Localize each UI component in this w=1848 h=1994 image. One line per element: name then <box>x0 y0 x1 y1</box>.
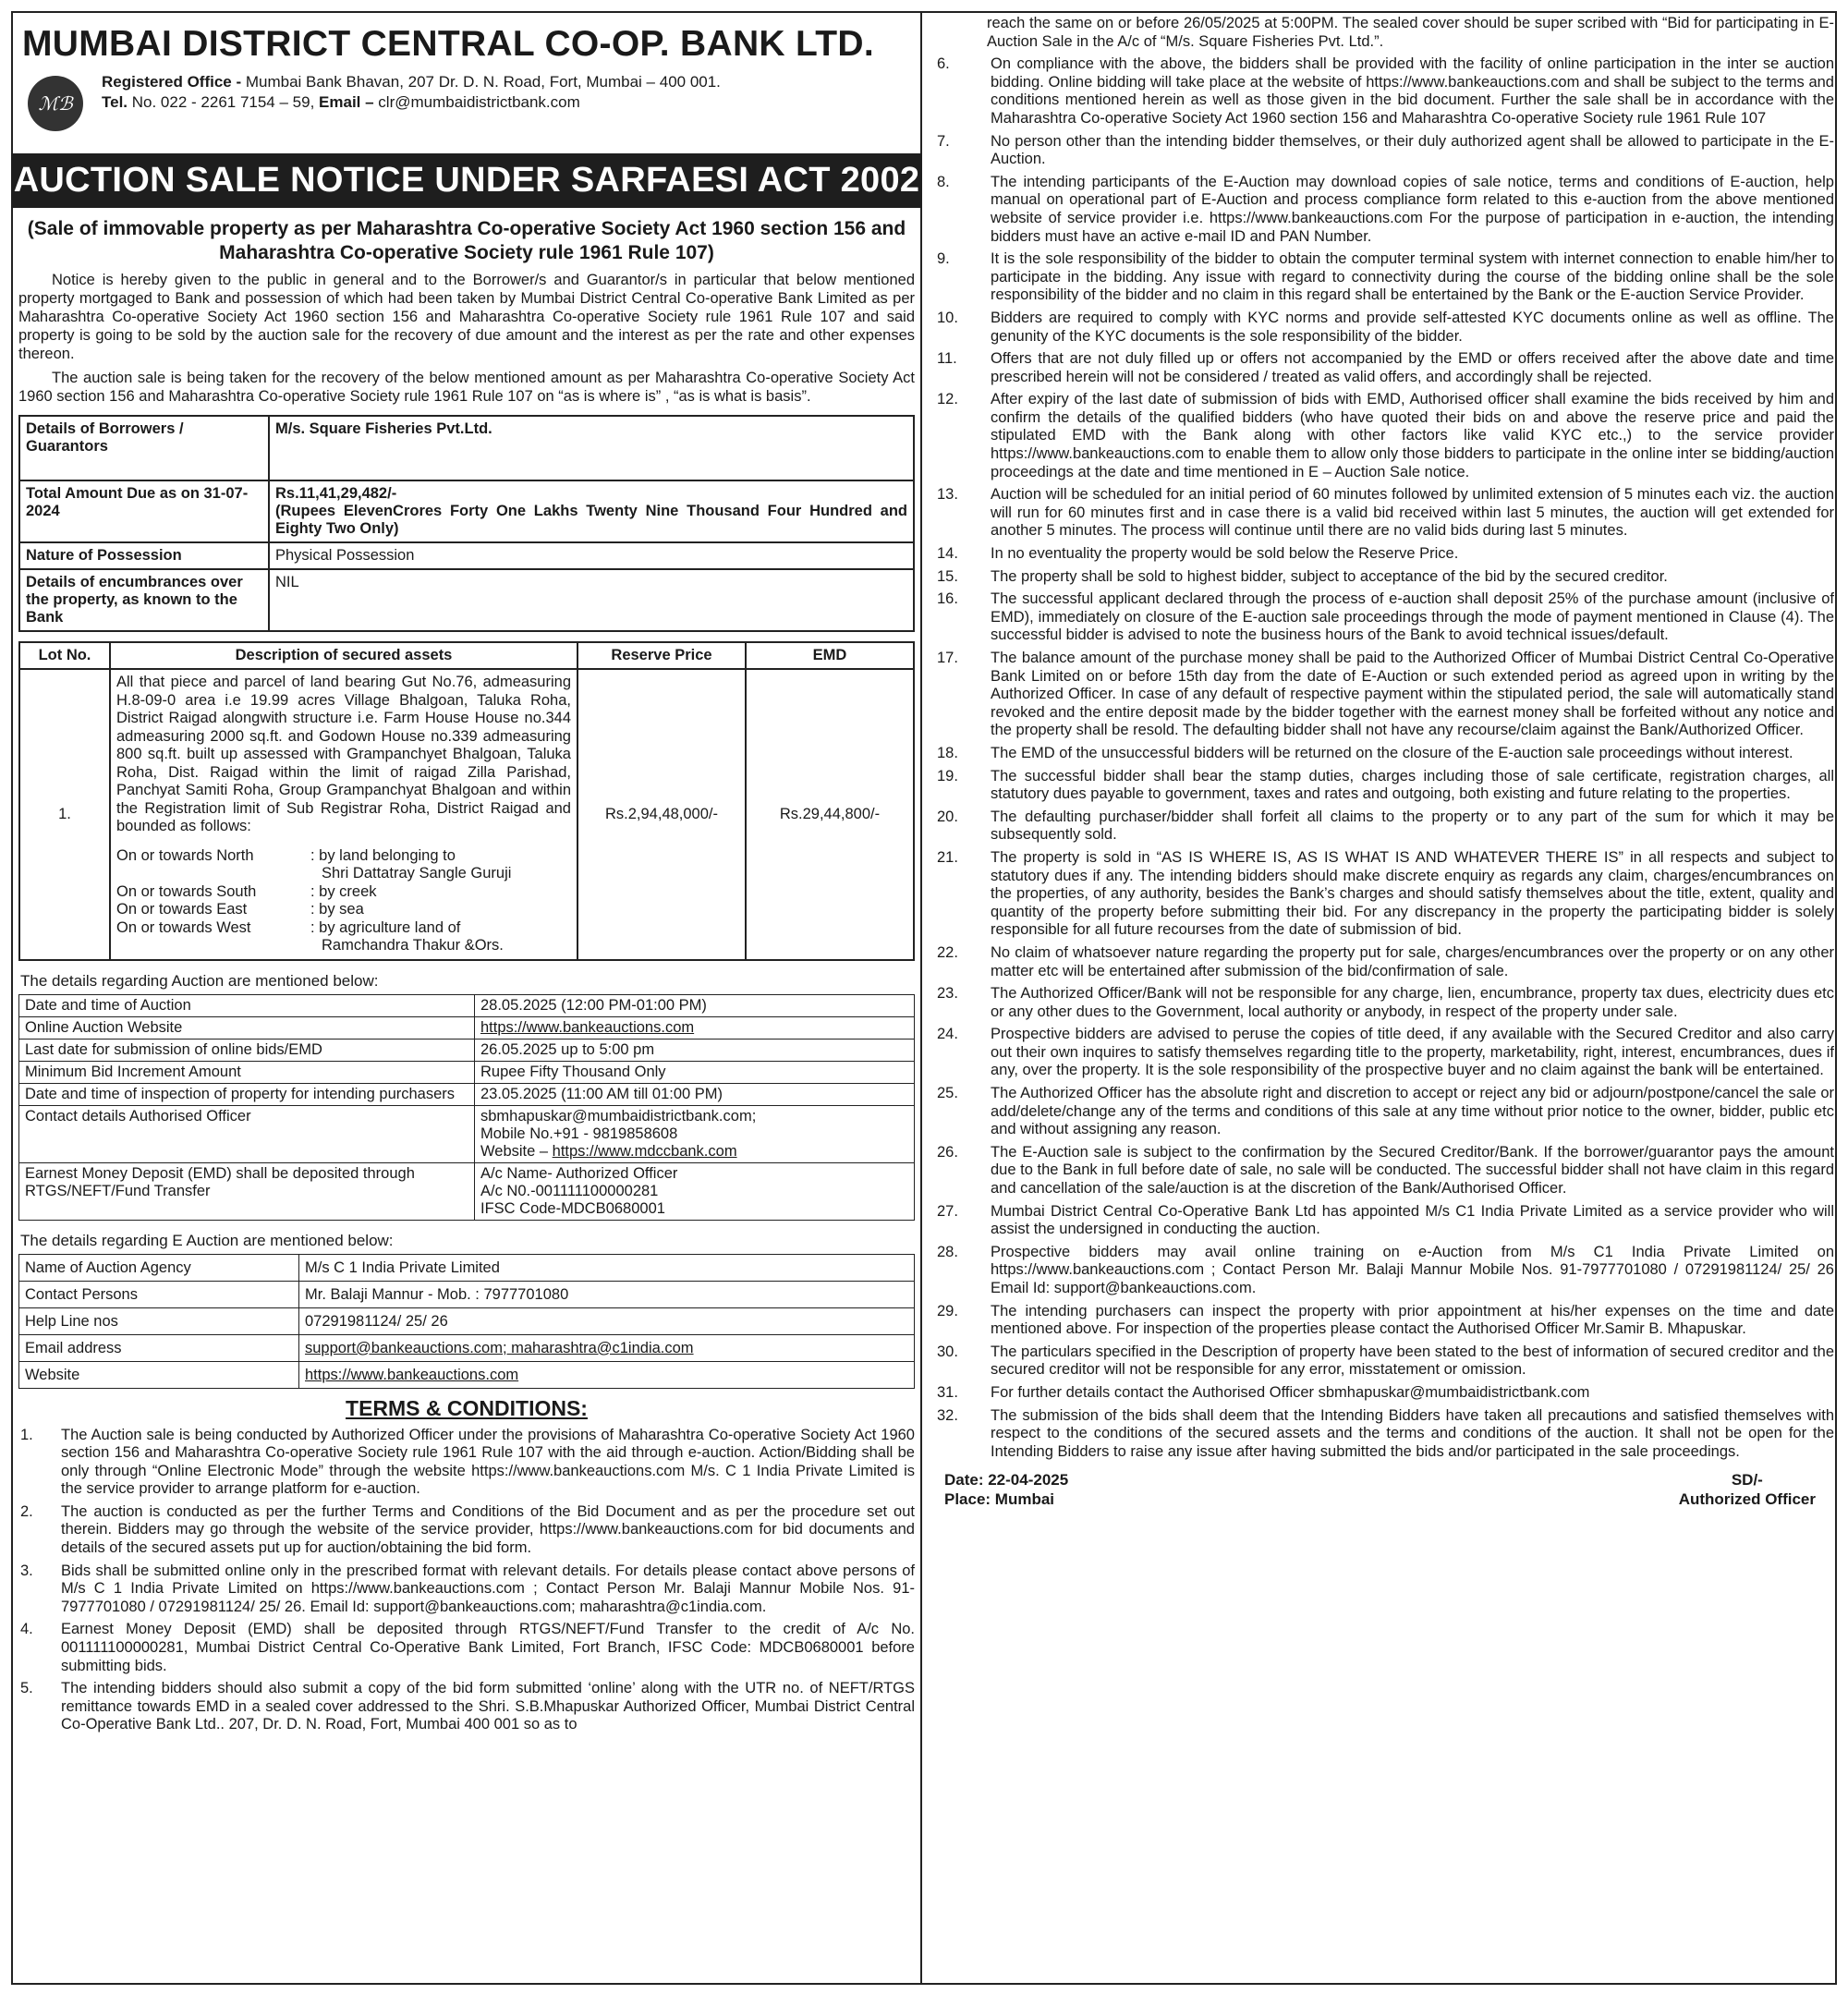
amount-due-figure: Rs.11,41,29,482/- <box>275 485 397 502</box>
borrower-value: M/s. Square Fisheries Pvt.Ltd. <box>269 416 914 480</box>
term-text: Prospective bidders are advised to peruse the copies of title deed, if any available with the Secured Creditor and also carry out their own inquires to satisfy themselves regarding title to the property, marketability, right, interest, encumbrances, dues if any, over the property. It is the sole responsibility of the prospective buyer and no claim against the bank will be entertained. <box>991 1026 1834 1079</box>
term-item <box>933 1026 1834 1080</box>
term-text: The intending bidders should also submit a copy of the bid form submitted ‘online’ along with the UTR no. of NEFT/RTGS remittance towards EMD in a sealed cover addressed to the Shri. S.B.Mhapuskar Authorized Officer, Mumbai District Central Co-Operative Bank Ltd.. 207, Dr. D. N. Road, Fort, Mumbai 400 001 so as to <box>61 1680 915 1733</box>
intro-paragraph-2: The auction sale is being taken for the recovery of the below mentioned amount as per Maharashtra Co-operative Society Act 1960 section 156 and Maharashtra Co-operative Society rule 1961 Rule 107 on “as is where is” , “as is what is basis”. <box>18 370 915 405</box>
term-item <box>18 1427 915 1499</box>
last-date-value: 26.05.2025 up to 5:00 pm <box>475 1039 915 1061</box>
term-text: The auction is conducted as per the further Terms and Conditions of the Bid Document and as per the procedure set out therein. Bidders may go through the website of the service provider, https://www.bankeauctions.com for bid documents and details of the secured assets put up for auction/obtaining the bid form. <box>61 1502 915 1557</box>
intro-paragraph-1: Notice is hereby given to the public in general and to the Borrower/s and Guarantor/s in particular that below mentioned property mortgaged to Bank and possession of which had been taken by Mumbai District Central Co-operative Bank Limited as per Maharashtra Co-operative Society Act 1960 section 156 and Maharashtra Co-operative Society rule 1961 Rule 107 and said property is going to be sold by the auction sale for the recovery of due amount and the interest as per the rate and other expenses thereon. <box>18 272 915 362</box>
eauction-website-link[interactable]: https://www.bankeauctions.com <box>305 1366 519 1383</box>
bid-increment-label: Minimum Bid Increment Amount <box>19 1061 475 1083</box>
asset-description-cell <box>110 669 578 960</box>
table-row <box>19 569 914 631</box>
table-row <box>19 1361 915 1388</box>
left-column <box>13 18 920 1739</box>
term-item <box>18 1562 915 1617</box>
signatory-title: Authorized Officer <box>1678 1490 1816 1509</box>
term-item <box>933 545 1834 564</box>
term-text: No claim of whatsoever nature regarding the property put for sale, charges/encumbrances over the property or on any other matter etc will be entertained after submission of the bid/confirmation of sale. <box>991 943 1834 979</box>
term-text: After expiry of the last date of submission of bids with EMD, Authorised officer shall examine the bids received by him and confirm the details of the qualified bidders (who have quoted their bids on and above the reserve price and paid the stipulated EMD with the Bank along with other factors like valid KYC etc.,) to the service provider https://www.bankeauctions.com to enable them to allow only those bidders to participate in the online inter se bidding/auction proceedings at the date and time mentioned in E – Auction Sale notice. <box>991 391 1834 480</box>
agency-label: Name of Auction Agency <box>19 1254 299 1281</box>
last-date-label: Last date for submission of online bids/EMD <box>19 1039 475 1061</box>
term-number: 16. <box>937 590 958 608</box>
emd-header: EMD <box>746 642 914 669</box>
term-item <box>18 1680 915 1734</box>
helpline-label: Help Line nos <box>19 1307 299 1334</box>
term-text: The submission of the bids shall deem that the Intending Bidders have taken all precautions and satisfied themselves with respect to the conditions of the secured assets and the terms and conditions of the auction. It shall not be open for the Intending Bidders to raise any issue after having submitted the bids and/or participated in the sale proceedings. <box>991 1406 1834 1460</box>
bid-increment-value: Rupee Fifty Thousand Only <box>475 1061 915 1083</box>
contact-line <box>102 92 721 113</box>
boundary-west-value: : by agriculture land of <box>310 918 461 936</box>
description-header: Description of secured assets <box>110 642 578 669</box>
table-row <box>19 1162 915 1220</box>
term-item <box>933 391 1834 481</box>
term-item <box>933 133 1834 169</box>
inspection-label: Date and time of inspection of property for intending purchasers <box>19 1083 475 1105</box>
auction-date-value: 28.05.2025 (12:00 PM-01:00 PM) <box>475 994 915 1016</box>
officer-mobile: Mobile No.+91 - 9819858608 <box>480 1125 678 1142</box>
term-text: The Authorized Officer has the absolute right and discretion to accept or reject any bid or adjourn/postpone/cancel the sale or add/delete/change any of the terms and conditions of this sale at any time without prior notice to the owner, bidder, public etc and without assigning any reason. <box>991 1085 1834 1138</box>
table-row <box>19 1061 915 1083</box>
amount-due-label: Total Amount Due as on 31-07-2024 <box>19 480 269 542</box>
term-item <box>933 650 1834 740</box>
term-text: Offers that are not duly filled up or offers not accompanied by the EMD or offers received after the above date and time prescribed herein will not be considered / treated as valid offers, and accordingly shall be rejected. <box>991 350 1834 385</box>
term-5-continued: reach the same on or before 26/05/2025 at 5:00PM. The sealed cover should be super scribed with “Bid for participating in E-Auction Sale in the A/c of “M/s. Square Fisheries Pvt. Ltd.”. <box>987 15 1834 50</box>
table-row <box>19 1334 915 1361</box>
term-number: 21. <box>937 848 958 866</box>
term-item <box>933 250 1834 305</box>
term-text: It is the sole responsibility of the bidder to obtain the computer terminal system with internet connection to enable him/her to participate in the bidding. Any issue with regard to connectivity during the course of the bidding online shall be the sole responsibility of the bidder and no claim in this regard shall be entertained by the Bank or the E-auction Service Provider. <box>991 250 1834 304</box>
term-item <box>933 568 1834 587</box>
term-text: Prospective bidders may avail online training on e-Auction from M/s C1 India Private Limited on https://www.bankeauctions.com ; Contact Person Mr. Balaji Mannur Mobile Nos. 91-7977701080 / 07291981124/ 25/ 26 Email Id: support@bankeauctions.com. <box>991 1243 1834 1296</box>
term-item <box>933 944 1834 980</box>
borrower-details-table <box>18 415 915 632</box>
term-text: No person other than the intending bidder themselves, or their duly authorized agent shall be allowed to participate in the E-Auction. <box>991 132 1834 168</box>
term-number: 19. <box>937 767 958 784</box>
term-item <box>933 849 1834 940</box>
boundary-north-label: On or towards North <box>116 846 254 864</box>
term-number: 24. <box>937 1026 958 1043</box>
term-number: 26. <box>937 1143 958 1161</box>
term-number: 18. <box>937 744 958 761</box>
notice-date: Date: 22-04-2025 <box>944 1471 1069 1489</box>
term-number: 29. <box>937 1302 958 1319</box>
table-row <box>19 542 914 569</box>
auction-details-table <box>18 994 915 1221</box>
term-text: The intending purchasers can inspect the property with prior appointment at his/her expenses on the time and date mentioned above. For inspection of the properties please contact the Authorised Officer Mr.Samir B. Mhapuskar. <box>991 1302 1834 1338</box>
amount-due-value <box>269 480 914 542</box>
email-label: Email – <box>319 93 379 111</box>
contact-officer-value <box>475 1105 915 1162</box>
term-item <box>933 1244 1834 1298</box>
column-divider <box>920 11 922 1985</box>
term-item <box>933 350 1834 386</box>
term-item <box>933 174 1834 246</box>
term-text: The balance amount of the purchase money shall be paid to the Authorized Officer of Mumbai District Central Co-Operative Bank Limited on or before 15th day from the date of E-Auction or such extended period as agreed upon in writing by the Authorized Officer. In case of any default of respective payment within the stipulated period, the sale will automatically stand revoked and the entire deposit made by the bidder together with the earnest money shall be forfeited without any notice and the property shall be resold. The defaulting bidder shall not have any recourse/claim against the Bank/Authorized Officer. <box>991 650 1834 739</box>
right-column <box>933 15 1834 1509</box>
auction-details-title: The details regarding Auction are mentioned below: <box>20 971 379 990</box>
term-item <box>933 1203 1834 1239</box>
term-text: The EMD of the unsuccessful bidders will be returned on the closure of the E-auction sale proceedings without interest. <box>991 744 1793 761</box>
table-row <box>19 1105 915 1162</box>
table-row <box>19 1083 915 1105</box>
term-number: 2. <box>20 1502 33 1520</box>
notice-title: AUCTION SALE NOTICE UNDER SARFAESI ACT 2002 <box>11 153 922 208</box>
agency-value: M/s C 1 India Private Limited <box>299 1254 915 1281</box>
term-text: The particulars specified in the Description of property have been stated to the best of information of secured creditor and the secured creditor will not be responsible for any error, misstatement or omission. <box>991 1343 1834 1379</box>
boundary-north-value: : by land belonging to <box>310 846 456 864</box>
term-number: 11. <box>937 350 957 368</box>
possession-value: Physical Possession <box>269 542 914 569</box>
term-text: The successful applicant declared through the process of e-auction shall deposit 25% of the purchase amount (inclusive of EMD), immediately on closure of the E-auction sale proceedings through the mode of payment mentioned in Clause (4). The successful bidder is advised to note the business hours of the Bank to avoid technical issues/default. <box>991 590 1834 644</box>
contact-officer-label: Contact details Authorised Officer <box>19 1105 475 1162</box>
inspection-value: 23.05.2025 (11:00 AM till 01:00 PM) <box>475 1083 915 1105</box>
eauction-details-title: The details regarding E Auction are mentioned below: <box>20 1231 394 1249</box>
officer-website-link[interactable]: https://www.mdccbank.com <box>552 1142 737 1160</box>
term-number: 6. <box>937 55 950 73</box>
table-row <box>19 480 914 542</box>
notice-subtitle: (Sale of immovable property as per Maharashtra Co-operative Society Act 1960 section 156 and Maharashtra Co-operative Society rule 1961 Rule 107) <box>27 218 906 263</box>
term-number: 20. <box>937 808 958 825</box>
registered-office-block <box>18 68 915 131</box>
boundary-west-value-2: Ramchandra Thakur &Ors. <box>322 937 504 954</box>
term-item <box>933 1085 1834 1139</box>
account-number: A/c N0.-001111100000281 <box>480 1182 659 1199</box>
signature-footer <box>933 1470 1834 1509</box>
boundary-east-label: On or towards East <box>116 901 248 918</box>
term-item <box>933 55 1834 128</box>
amount-due-words: (Rupees ElevenCrores Forty One Lakhs Twenty Nine Thousand Four Hundred and Eighty Two Only) <box>275 503 907 537</box>
emd-deposit-value <box>475 1162 915 1220</box>
term-number: 8. <box>937 173 950 190</box>
emd-amount: Rs.29,44,800/- <box>746 669 914 960</box>
possession-label: Nature of Possession <box>19 542 269 569</box>
term-number: 10. <box>937 309 958 326</box>
term-number: 31. <box>937 1383 958 1401</box>
term-item <box>933 310 1834 346</box>
date-place-block <box>944 1470 1068 1509</box>
term-number: 15. <box>937 567 958 585</box>
term-text: The defaulting purchaser/bidder shall forfeit all claims to the property or to any part of the sum for which it may be subsequently sold. <box>991 808 1834 844</box>
reserve-price-header: Reserve Price <box>578 642 746 669</box>
table-row <box>19 1039 915 1061</box>
reserve-price: Rs.2,94,48,000/- <box>578 669 746 960</box>
account-name: A/c Name- Authorized Officer <box>480 1164 678 1182</box>
term-item <box>933 985 1834 1021</box>
registered-office-label: Registered Office - <box>102 73 246 91</box>
registered-office-address: Mumbai Bank Bhavan, 207 Dr. D. N. Road, Fort, Mumbai – 400 001. <box>245 73 721 91</box>
term-item <box>933 1144 1834 1198</box>
terms-list-right <box>933 55 1834 1461</box>
term-item <box>933 809 1834 845</box>
term-number: 14. <box>937 545 958 563</box>
term-number: 17. <box>937 650 958 666</box>
term-number: 9. <box>937 250 950 268</box>
term-item <box>933 1407 1834 1462</box>
eauction-details-table <box>18 1254 915 1389</box>
auction-date-label: Date and time of Auction <box>19 994 475 1016</box>
email-address-label: Email address <box>19 1334 299 1361</box>
boundary-south-value: : by creek <box>310 882 377 900</box>
terms-list-left <box>18 1427 915 1735</box>
tel-label: Tel. <box>102 93 128 111</box>
term-number: 25. <box>937 1085 958 1102</box>
terms-title: TERMS & CONDITIONS: <box>346 1395 588 1420</box>
term-number: 12. <box>937 391 958 408</box>
term-item <box>933 590 1834 645</box>
term-text: Earnest Money Deposit (EMD) shall be deposited through RTGS/NEFT/Fund Transfer to the credit of A/c No. 001111100000281, Mumbai District Central Co-Operative Bank Limited, Fort Branch, IFSC Code: MDCB0680001 before submitting bids. <box>61 1621 915 1674</box>
term-number: 1. <box>20 1426 33 1443</box>
term-number: 30. <box>937 1343 958 1360</box>
term-item <box>18 1503 915 1558</box>
table-row <box>19 416 914 480</box>
term-number: 28. <box>937 1243 958 1260</box>
registered-office-line <box>102 72 721 92</box>
term-number: 3. <box>20 1562 33 1579</box>
term-text: Bidders are required to comply with KYC norms and provide self-attested KYC documents online as well as offline. The genunity of the KYC documents is the sole responsibility of the bidder. <box>991 309 1834 345</box>
lot-number: 1. <box>19 669 110 960</box>
website-label: Online Auction Website <box>19 1016 475 1039</box>
term-number: 27. <box>937 1202 958 1220</box>
bank-name: MUMBAI DISTRICT CENTRAL CO-OP. BANK LTD. <box>22 24 874 64</box>
table-header-row <box>19 642 914 669</box>
term-text: The intending participants of the E-Auction may download copies of sale notice, terms and conditions of E-auction, help manual on operational part of E-Auction and process compliance form related to this e-auction from the above mentioned website of service provider i.e. https://www.bankeauctions.com For the purpose of participation in e-auction, the intending bidders must have an active e-mail ID and PAN Number. <box>991 173 1834 245</box>
officer-website-label: Website – <box>480 1142 553 1160</box>
term-number: 5. <box>20 1680 33 1697</box>
ifsc-code: IFSC Code-MDCB0680001 <box>480 1199 665 1217</box>
term-text: Bids shall be submitted online only in the prescribed format with relevant details. For details please contact above persons of M/s C 1 India Private Limited on https://www.bankeauctions.com ; Contact Person Mr. Balaji Mannur Mobile Nos. 91-7977701080 / 07291981124/ 25/ 26. Email Id: support@bankeauctions.com; maharashtra@c1india.com. <box>61 1562 915 1615</box>
website-link[interactable]: https://www.bankeauctions.com <box>480 1018 695 1036</box>
term-item <box>933 1303 1834 1339</box>
term-item <box>933 1344 1834 1380</box>
email-address-link[interactable]: support@bankeauctions.com; maharashtra@c1india.com <box>305 1339 694 1356</box>
table-row <box>19 1016 915 1039</box>
officer-email[interactable]: sbmhapuskar@mumbaidistrictbank.com; <box>480 1107 757 1125</box>
registered-office-lines <box>102 68 721 113</box>
tel-number: No. 022 - 2261 7154 – 59, <box>128 93 320 111</box>
term-text: The E-Auction sale is subject to the confirmation by the Secured Creditor/Bank. If the borrower/guarantor pays the amount due to the Bank in full before date of sale, no sale will be conducted. The successful bidder shall not have claim in this regard and cancellation of the sale/auction is at the discretion of the Bank/Authorised Officer. <box>991 1143 1834 1198</box>
borrower-label: Details of Borrowers / Guarantors <box>19 416 269 480</box>
term-text: The Auction sale is being conducted by Authorized Officer under the provisions of Maharashtra Co-operative Society Act 1960 section 156 and Maharashtra Co-operative Society rule 1961 Rule 107 with the aid through e-auction. Action/Bidding shall be only through “Online Electronic Mode” through the website https://www.bankeauctions.com M/s. C 1 India Private Limited is the service provider to arrange platform for e-auction. <box>61 1426 915 1498</box>
boundary-north-value-2: Shri Dattatray Sangle Guruji <box>322 865 512 881</box>
term-item <box>933 768 1834 804</box>
term-text: For further details contact the Authorised Officer sbmhapuskar@mumbaidistrictbank.com <box>991 1383 1590 1401</box>
term-text: Auction will be scheduled for an initial period of 60 minutes followed by unlimited extension of 5 minutes each viz. the auction will run for 60 minutes first and in case there is a valid bid received within last 5 minutes, the auction will get extended for another 5 minutes. The process will continue until there are no valid bids during last 5 minutes. <box>991 486 1834 540</box>
eauction-website-label: Website <box>19 1361 299 1388</box>
table-row <box>19 1281 915 1307</box>
table-row <box>19 669 914 960</box>
asset-description: All that piece and parcel of land bearing Gut No.76, admeasuring H.8-09-0 area i.e 19.99 acres Village Bhalgoan, Taluka Roha, District Raigad alongwith structure i.e. Farm House House no.344 admeasuring 2000 sq.ft. and Godown House no.339 admeasuring 800 sq.ft. built up assessed with Grampanchyet Bhalgoan, Taluka Roha, Dist. Raigad within the limit of raigad Zilla Parishad, Panchyat Samiti Roha, Group Grampanchyat Bhalgoan and within the Registration limit of Sub Registrar Roha, District Raigad and bounded as follows: <box>116 674 571 834</box>
term-text: The property is sold in “AS IS WHERE IS, AS IS WHAT IS AND WHATEVER THERE IS” in all respects and subject to statutory dues if any. The intending bidders should make discrete enquiry as regards any claim, charges/encumbrances on the properties, of any authority, besides the Bank’s charges and should satisfy themselves about the title, extent, quality and quantity of the property before submitting their bid. For any discrepancy in the property the participating bidder is solely responsible for all future recourses from the date of submission of bid. <box>991 848 1834 939</box>
term-item <box>18 1621 915 1675</box>
lot-no-header: Lot No. <box>19 642 110 669</box>
signatory-block <box>1679 1470 1816 1509</box>
term-number: 7. <box>937 132 950 150</box>
bank-email: clr@mumbaidistrictbank.com <box>378 93 580 111</box>
term-item <box>933 1384 1834 1403</box>
table-row <box>19 1307 915 1334</box>
contact-persons-value: Mr. Balaji Mannur - Mob. : 7977701080 <box>299 1281 915 1307</box>
table-row <box>19 1254 915 1281</box>
helpline-value: 07291981124/ 25/ 26 <box>299 1307 915 1334</box>
encumbrances-value: NIL <box>269 569 914 631</box>
term-text: On compliance with the above, the bidders shall be provided with the facility of online participation in the inter se auction bidding. Online bidding will take place at the website of https://www.bankeauctions.com and shall be subject to the terms and conditions mentioned herein as well as those given in the bid document. Further the sale shall be in accordance with the Maharashtra Co-operative Society Act 1960 section 156 and Maharashtra Co-operative Society rule 1961 Rule 107 <box>991 55 1834 127</box>
boundary-west-label: On or towards West <box>116 918 251 936</box>
encumbrances-label: Details of encumbrances over the property, as known to the Bank <box>19 569 269 631</box>
boundaries <box>116 847 571 955</box>
term-item <box>933 745 1834 763</box>
boundary-east-value: : by sea <box>310 901 364 918</box>
term-number: 4. <box>20 1621 33 1638</box>
term-text: Mumbai District Central Co-Operative Bank Ltd has appointed M/s C1 India Private Limited as a service provider who will assist the undersigned in conducting the auction. <box>991 1202 1834 1238</box>
emd-deposit-label: Earnest Money Deposit (EMD) shall be deposited through RTGS/NEFT/Fund Transfer <box>19 1162 475 1220</box>
boundary-south-label: On or towards South <box>116 882 257 900</box>
term-number: 13. <box>937 486 958 504</box>
signature-sd: SD/- <box>1731 1471 1763 1489</box>
table-row <box>19 994 915 1016</box>
term-text: The Authorized Officer/Bank will not be responsible for any charge, lien, encumbrance, property tax dues, electricity dues etc or any other dues to the Government, local authority or anybody, in respect of the property under sale. <box>991 985 1834 1020</box>
term-text: The property shall be sold to highest bidder, subject to acceptance of the bid by the secured creditor. <box>991 567 1668 585</box>
term-number: 23. <box>937 985 958 1003</box>
term-text: In no eventuality the property would be sold below the Reserve Price. <box>991 545 1459 563</box>
notice-place: Place: Mumbai <box>944 1490 1055 1509</box>
term-number: 32. <box>937 1406 958 1424</box>
term-number: 22. <box>937 943 958 961</box>
term-item <box>933 486 1834 541</box>
secured-assets-table <box>18 641 915 961</box>
term-text: The successful bidder shall bear the stamp duties, charges including those of sale certificate, registration charges, all statutory dues payable to government, taxes and rates and outgoing, both existing and future relating to the properties. <box>991 767 1834 803</box>
contact-persons-label: Contact Persons <box>19 1281 299 1307</box>
bank-logo: ℳℬ <box>28 76 83 131</box>
